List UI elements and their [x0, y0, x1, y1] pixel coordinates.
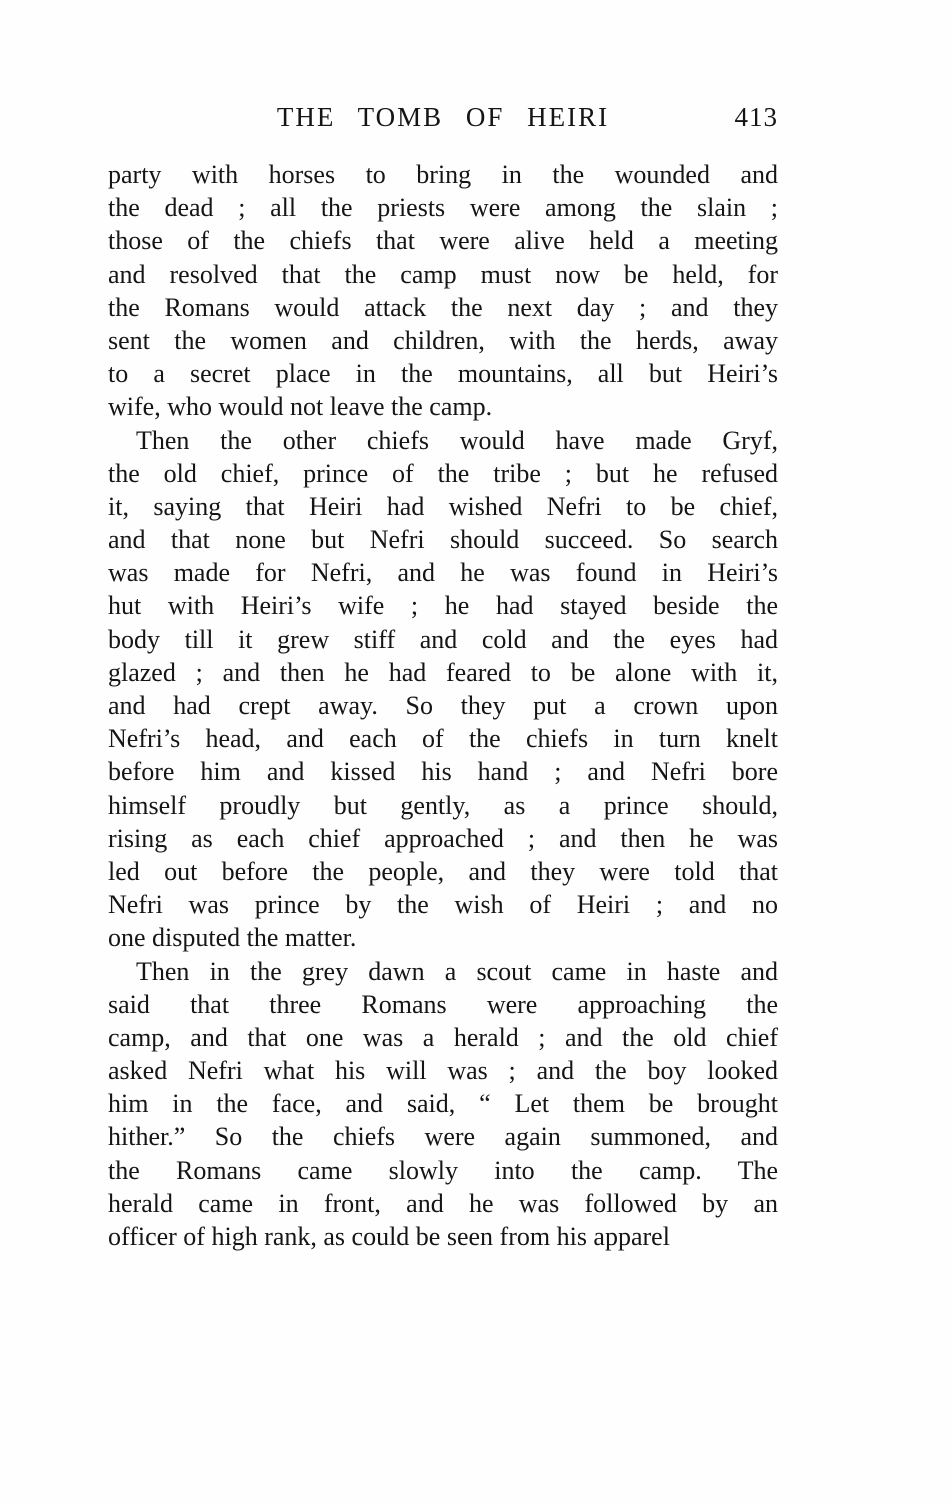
text-line: himself proudly but gently, as a prince should,	[108, 790, 778, 820]
text-line: was made for Nefri, and he was found in Heiri’s	[108, 558, 778, 588]
text-block	[108, 100, 778, 1253]
page-body	[108, 158, 778, 1253]
text-line: the Romans would attack the next day ; and they	[108, 292, 778, 322]
text-line: the old chief, prince of the tribe ; but he refused	[108, 458, 778, 488]
text-line: glazed ; and then he had feared to be alone with it,	[108, 657, 778, 687]
text-line: body till it grew stiff and cold and the eyes had	[108, 624, 778, 654]
text-line: before him and kissed his hand ; and Nefri bore	[108, 757, 778, 787]
text-line: wife, who would not leave the camp.	[108, 392, 493, 422]
text-line: those of the chiefs that were alive held a meeting	[108, 226, 778, 256]
running-header-title: THE TOMB OF HEIRI	[276, 102, 610, 132]
text-line: and that none but Nefri should succeed. So search	[108, 525, 778, 555]
text-line: it, saying that Heiri had wished Nefri to be chief,	[108, 491, 778, 521]
text-line: rising as each chief approached ; and then he was	[108, 823, 778, 853]
text-line: and had crept away. So they put a crown upon	[108, 691, 778, 720]
text-line: one disputed the matter.	[108, 923, 357, 953]
text-line: him in the face, and said, “ Let them be brought	[108, 1089, 778, 1119]
text-line: and resolved that the camp must now be held, for	[108, 259, 778, 289]
text-line: herald came in front, and he was followed by an	[108, 1188, 778, 1218]
text-line: officer of high rank, as could be seen from his apparel	[108, 1222, 670, 1251]
text-line: Nefri was prince by the wish of Heiri ; and no	[108, 890, 778, 920]
text-line: hither.” So the chiefs were again summoned, and	[108, 1122, 778, 1152]
text-line: Then the other chiefs would have made Gryf,	[136, 425, 778, 455]
running-head	[108, 100, 778, 134]
text-line: led out before the people, and they were told that	[108, 856, 778, 886]
text-line: party with horses to bring in the wounded and	[108, 160, 778, 189]
text-line: camp, and that one was a herald ; and the old chief	[108, 1022, 778, 1052]
text-line: Then in the grey dawn a scout came in haste and	[136, 956, 778, 986]
text-line: asked Nefri what his will was ; and the boy looked	[108, 1056, 778, 1086]
page-number: 413	[734, 102, 778, 132]
text-line: the Romans came slowly into the camp. The	[108, 1155, 778, 1185]
text-line: sent the women and children, with the herds, away	[108, 325, 778, 355]
text-line: the dead ; all the priests were among the slain ;	[108, 193, 778, 223]
text-line: hut with Heiri’s wife ; he had stayed beside the	[108, 591, 778, 621]
text-line: to a secret place in the mountains, all but Heiri’s	[108, 359, 778, 389]
text-line: said that three Romans were approaching the	[108, 989, 778, 1019]
text-line: Nefri’s head, and each of the chiefs in turn knelt	[108, 724, 778, 754]
